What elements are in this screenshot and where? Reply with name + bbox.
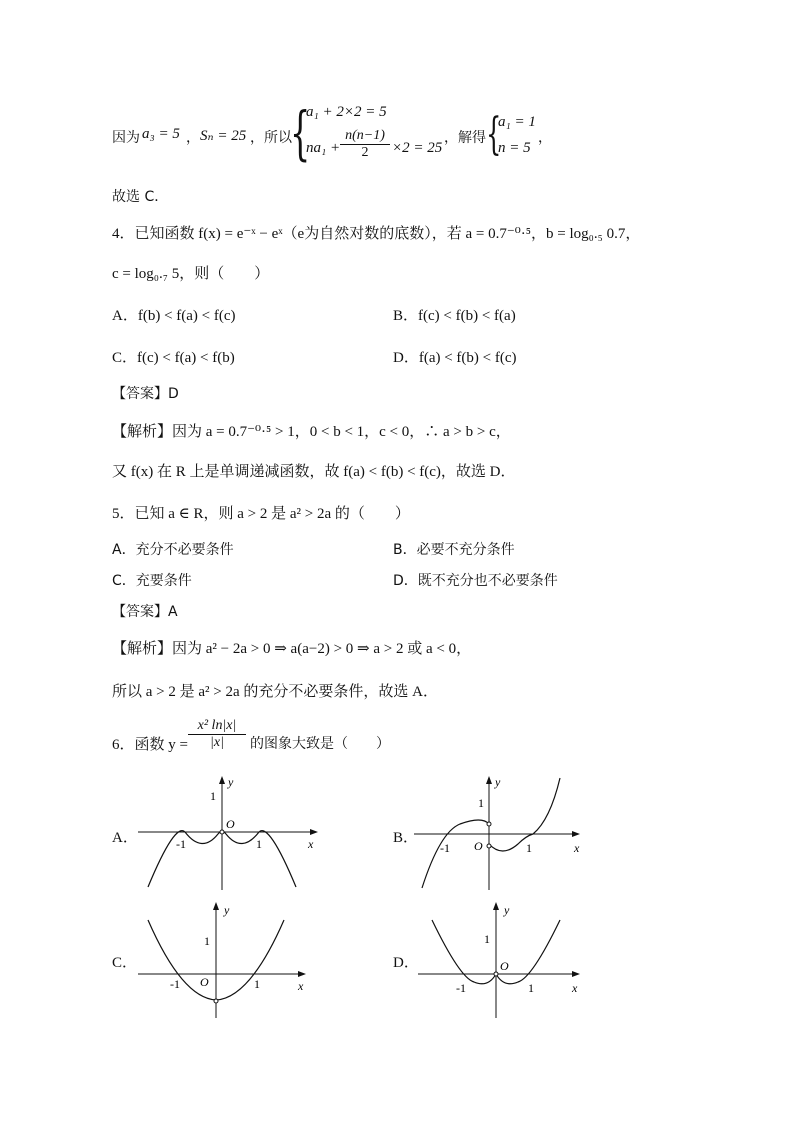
hollow-point: [494, 972, 498, 976]
q4-option-d[interactable]: D．f(a) < f(b) < f(c): [393, 350, 517, 366]
q3-so: 所以: [264, 130, 292, 146]
q4-answer: 【答案】D: [112, 386, 179, 402]
x-axis-arrow-icon: [572, 831, 580, 837]
tick-pos: 1: [526, 841, 532, 855]
y-axis-arrow-icon: [493, 902, 499, 910]
q6-fraction: [188, 718, 246, 751]
q3-system-fraction: [340, 128, 390, 161]
q4-option-c[interactable]: C．f(c) < f(a) < f(b): [112, 350, 235, 366]
axis-y-label: y: [224, 903, 230, 917]
system-brace: {: [290, 99, 311, 167]
fraction-denominator: 2: [361, 145, 369, 160]
comma: ，: [444, 130, 458, 146]
tick-y: 1: [484, 932, 490, 946]
q3-solution-line1: a₁ = 1: [498, 114, 536, 130]
graph-d[interactable]: [410, 898, 590, 1022]
q3-solution-line2: n = 5: [498, 140, 531, 156]
q4-stem-line1: 4．已知函数 f(x) = e⁻ˣ − eˣ（e为自然对数的底数），若 a = 0.7⁻⁰·⁵，b = log₀.₅ 0.7，: [112, 226, 641, 242]
x-axis-arrow-icon: [310, 829, 318, 835]
tick-neg: -1: [170, 977, 180, 991]
q3-system-line2-tail: ×2 = 25: [392, 140, 443, 156]
q3-because: 因为: [112, 130, 140, 146]
hollow-point: [220, 830, 224, 834]
y-axis-arrow-icon: [486, 776, 492, 784]
graph-a-label[interactable]: A．: [112, 830, 138, 846]
tick-y: 1: [478, 796, 484, 810]
graph-c-label[interactable]: C．: [112, 955, 138, 971]
q4-option-b[interactable]: B．f(c) < f(b) < f(a): [393, 308, 516, 324]
axis-x-label: x: [572, 981, 578, 995]
q3-solve: 解得: [458, 130, 486, 146]
tick-pos: 1: [254, 977, 260, 991]
q6-stem-tail: 的图象大致是（ ）: [250, 736, 390, 752]
hollow-point: [214, 999, 218, 1003]
x-axis-arrow-icon: [298, 971, 306, 977]
graph-b[interactable]: [410, 772, 590, 892]
x-axis-arrow-icon: [572, 971, 580, 977]
q4-analysis-line2: 又 f(x) 在 R 上是单调递减函数，故 f(a) < f(b) < f(c)，故选 D．: [112, 464, 516, 480]
q4-analysis-line1: 【解析】因为 a = 0.7⁻⁰·⁵ > 1，0 < b < 1，c < 0，∴ a > b > c，: [112, 424, 511, 440]
axis-y-label: y: [228, 775, 234, 789]
axis-y-label: y: [504, 903, 510, 917]
graph-b-label[interactable]: B．: [393, 830, 419, 846]
tick-pos: 1: [256, 837, 262, 851]
tick-y: 1: [204, 934, 210, 948]
fraction-denominator: |x|: [210, 735, 224, 750]
comma: ，: [186, 130, 200, 146]
axis-x-label: x: [298, 979, 304, 993]
origin-label: O: [226, 817, 235, 831]
q5-stem: 5．已知 a ∈ R，则 a > 2 是 a² > 2a 的（ ）: [112, 506, 410, 522]
q3-system-line2-lead: na₁ +: [306, 140, 341, 156]
comma: ，: [250, 130, 264, 146]
fraction-numerator: x² ln|x|: [188, 718, 246, 735]
axis-x-label: x: [574, 841, 580, 855]
y-axis-arrow-icon: [219, 776, 225, 784]
q3-system-line1: a₁ + 2×2 = 5: [306, 104, 387, 120]
q3-conclusion: 故选 C．: [112, 189, 169, 205]
q5-option-d[interactable]: D．既不充分也不必要条件: [393, 573, 558, 589]
hollow-point: [487, 822, 491, 826]
axis-x-label: x: [308, 837, 314, 851]
tick-neg: -1: [456, 981, 466, 995]
q6-stem-lead: 6．函数 y =: [112, 737, 188, 753]
solution-brace: {: [486, 109, 502, 160]
origin-label: O: [500, 959, 509, 973]
q5-analysis-line1: 【解析】因为 a² − 2a > 0 ⇒ a(a−2) > 0 ⇒ a > 2 或 a < 0，: [112, 641, 472, 657]
curve-left: [422, 820, 489, 888]
y-axis-arrow-icon: [213, 902, 219, 910]
graph-d-label[interactable]: D．: [393, 955, 419, 971]
q5-analysis-line2: 所以 a > 2 是 a² > 2a 的充分不必要条件，故选 A．: [112, 684, 438, 700]
origin-label: O: [200, 975, 209, 989]
tick-y: 1: [210, 789, 216, 803]
graph-a[interactable]: [130, 772, 330, 892]
q5-option-a[interactable]: A．充分不必要条件: [112, 542, 234, 558]
fraction-numerator: n(n−1): [340, 128, 390, 145]
q4-option-a[interactable]: A．f(b) < f(a) < f(c): [112, 308, 236, 324]
axis-y-label: y: [495, 775, 501, 789]
q5-answer: 【答案】A: [112, 604, 178, 620]
tick-pos: 1: [528, 981, 534, 995]
graph-c[interactable]: [130, 898, 320, 1022]
q3-sn: Sₙ = 25: [200, 128, 247, 144]
q5-option-b[interactable]: B．必要不充分条件: [393, 542, 515, 558]
q4-stem-line2: c = log₀.₇ 5，则（ ）: [112, 266, 270, 282]
origin-label: O: [474, 839, 483, 853]
hollow-point: [487, 844, 491, 848]
comma: ，: [538, 130, 552, 146]
tick-neg: -1: [440, 841, 450, 855]
q5-option-c[interactable]: C．充要条件: [112, 573, 192, 589]
q3-a3: a₃ = 5: [142, 126, 180, 142]
tick-neg: -1: [176, 837, 186, 851]
